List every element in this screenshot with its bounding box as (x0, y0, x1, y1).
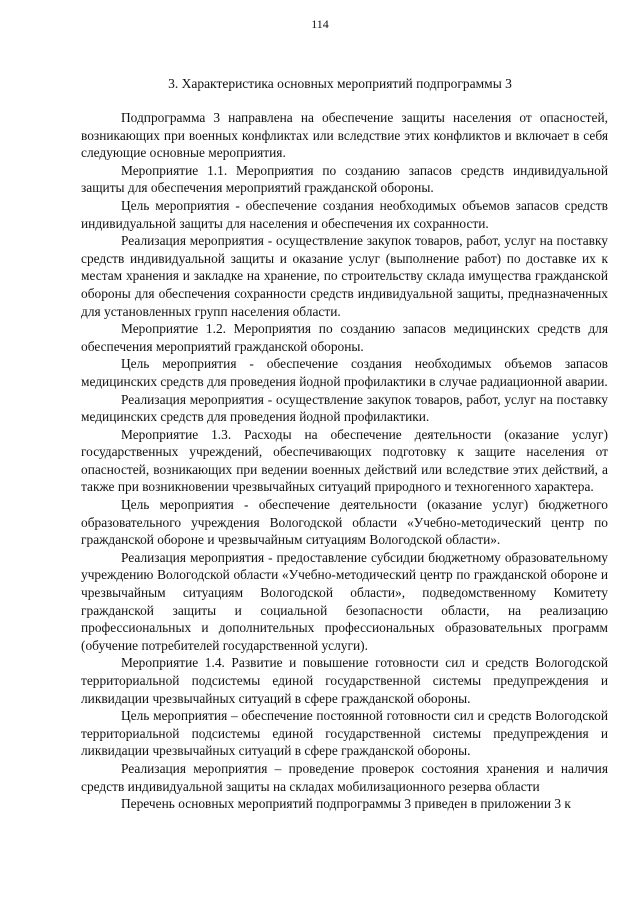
page-number: 114 (311, 17, 329, 31)
paragraph-appendix-reference: Перечень основных мероприятий подпрограммы 3 приведен в приложении 3 к (121, 796, 571, 812)
paragraph-measure-1-2: Мероприятие 1.2. Мероприятия по созданию запасов медицинских средств для обеспечения мероприятий гражданской обороны. (81, 321, 608, 354)
paragraph-goal-1-2: Цель мероприятия - обеспечение создания необходимых объемов запасов медицинских средств для проведения йодной профилактики в случае радиационной аварии. (81, 356, 608, 389)
paragraph-implementation-1-2: Реализация мероприятия - осуществление закупок товаров, работ, услуг на поставку медицинских средств для проведения йодной профилактики. (81, 391, 608, 425)
paragraph-measure-1-1: Мероприятие 1.1. Мероприятия по созданию запасов средств индивидуальной защиты для обеспечения мероприятий гражданской обороны. (81, 162, 608, 196)
paragraph-measure-1-4: Мероприятие 1.4. Развитие и повышение готовности сил и средств Вологодской территориальной подсистемы единой государственной системы предупреждения и ликвидации чрезвычайных ситуаций в сфере гражданской обороны. (81, 655, 608, 706)
paragraph-measure-1-3: Мероприятие 1.3. Расходы на обеспечение деятельности (оказание услуг) государственных учреждений, обеспечивающих подготовку к защите населения от опасностей, возникающих при ведении военных действий или вследствие этих действий, а также при возникновении чрезвычайных ситуаций природного и техногенного характера. (81, 426, 608, 495)
paragraph-goal-1-3: Цель мероприятия - обеспечение деятельности (оказание услуг) бюджетного образовательного учреждения Вологодской области «Учебно-методический центр по гражданской обороне и чрезвычайным ситуациям Вологодской области». (81, 497, 608, 548)
section-heading: 3. Характеристика основных мероприятий подпрограммы 3 (168, 76, 512, 91)
paragraph-intro: Подпрограмма 3 направлена на обеспечение защиты населения от опасностей, возникающих при военных конфликтах или вследствие этих конфликтов и включает в себя следующие основные мероприятия. (81, 110, 608, 161)
section-body (81, 109, 608, 813)
paragraph-implementation-1-3: Реализация мероприятия - предоставление субсидии бюджетному образовательному учреждению Вологодской области «Учебно-методический центр по гражданской обороне и чрезвычайным ситуациям Вологодской области», подведомственному Комитету гражданской защиты и социальной безопасности области, на реализацию профессиональных и дополнительных профессиональных образовательных программ (обучение потребителей государственной услуги). (81, 549, 608, 653)
paragraph-goal-1-1: Цель мероприятия - обеспечение создания необходимых объемов запасов средств индивидуальной защиты для населения и обеспечения их сохранности. (81, 197, 608, 231)
paragraph-implementation-1-4: Реализация мероприятия – проведение проверок состояния хранения и наличия средств индивидуальной защиты на складах мобилизационного резерва области (81, 760, 608, 794)
paragraph-goal-1-4: Цель мероприятия – обеспечение постоянной готовности сил и средств Вологодской территориальной подсистемы единой государственной системы предупреждения и ликвидации чрезвычайных ситуаций в сфере гражданской обороны. (81, 708, 608, 759)
paragraph-implementation-1-1: Реализация мероприятия - осуществление закупок товаров, работ, услуг на поставку средств индивидуальной защиты и оказание услуг (выполнение работ) по доставке их к местам хранения и закладке на хранение, по строительству склада имущества гражданской обороны для обеспечения сохранности средств индивидуальной защиты, предназначенных для установленных групп населения области. (81, 233, 608, 319)
